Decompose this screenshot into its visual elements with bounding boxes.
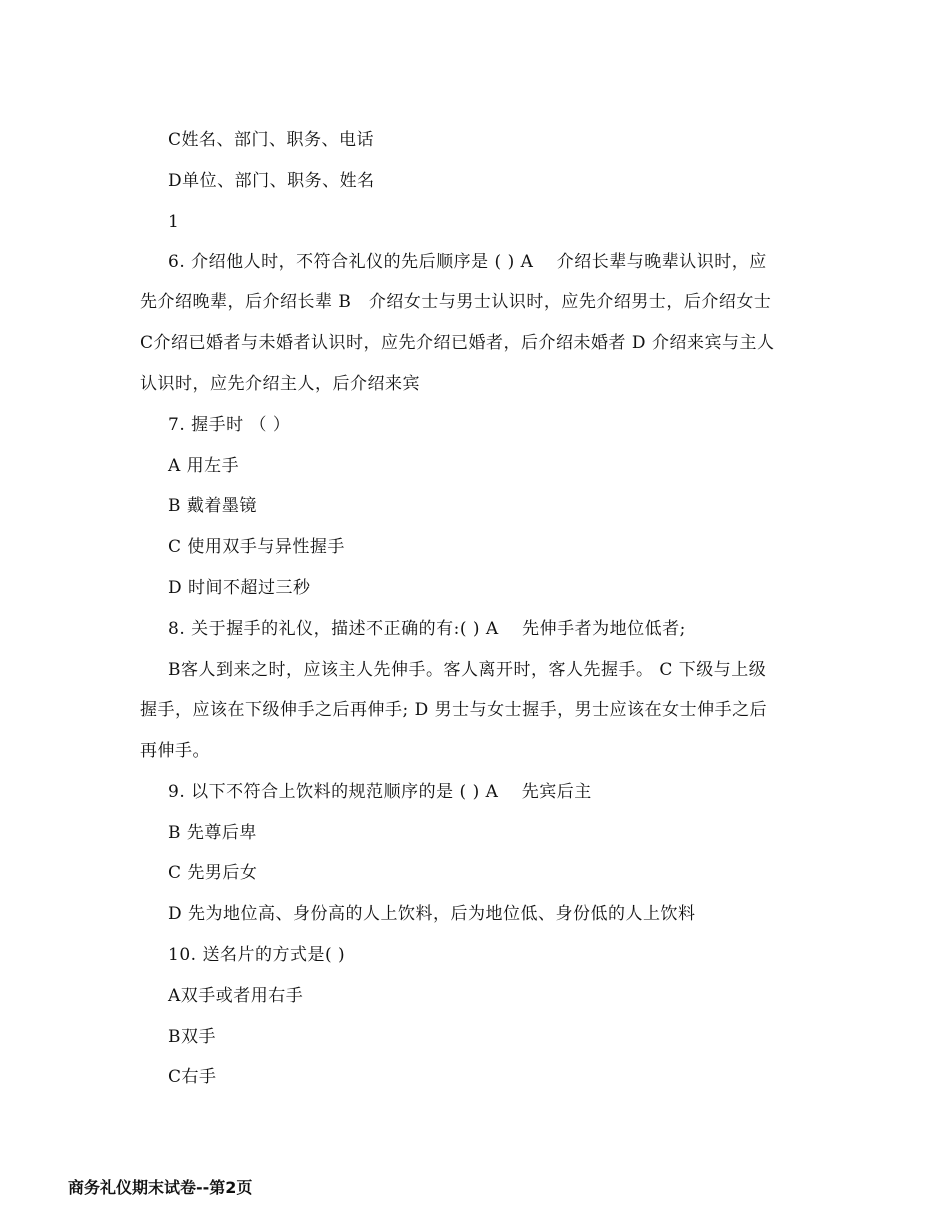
option-line: C姓名、部门、职务、电话 xyxy=(168,130,375,150)
option-line: C右手 xyxy=(168,1067,217,1087)
question-line: 7. 握手时 （ ） xyxy=(168,415,291,435)
question-line: 握手，应该在下级伸手之后再伸手; D 男士与女士握手，男士应该在女士伸手之后 xyxy=(140,700,768,720)
page-number-line: 1 xyxy=(168,212,180,232)
page-footer: 商务礼仪期末试卷--第2页 xyxy=(68,1178,253,1197)
question-line: 9. 以下不符合上饮料的规范顺序的是 ( ) A 先宾后主 xyxy=(168,782,592,802)
option-line: B 戴着墨镜 xyxy=(168,496,257,516)
option-line: D单位、部门、职务、姓名 xyxy=(168,171,375,191)
option-line: D 先为地位高、身份高的人上饮料，后为地位低、身份低的人上饮料 xyxy=(168,904,696,924)
option-line: C 先男后女 xyxy=(168,863,258,883)
question-line: 10. 送名片的方式是( ) xyxy=(168,945,346,965)
question-line: B客人到来之时，应该主人先伸手。客人离开时，客人先握手。 C 下级与上级 xyxy=(168,660,767,680)
question-line: 8. 关于握手的礼仪，描述不正确的有:( ) A 先伸手者为地位低者; xyxy=(168,619,686,639)
question-line: 再伸手。 xyxy=(140,741,210,761)
question-line: 先介绍晚辈，后介绍长辈 B 介绍女士与男士认识时，应先介绍男士，后介绍女士 xyxy=(140,292,772,312)
question-line: 6. 介绍他人时，不符合礼仪的先后顺序是 ( ) A 介绍长辈与晚辈认识时，应 xyxy=(168,252,767,272)
question-line: C介绍已婚者与未婚者认识时，应先介绍已婚者，后介绍未婚者 D 介绍来宾与主人 xyxy=(140,333,775,353)
question-line: 认识时，应先介绍主人，后介绍来宾 xyxy=(140,374,420,394)
option-line: A双手或者用右手 xyxy=(168,986,304,1006)
option-line: B双手 xyxy=(168,1027,216,1047)
option-line: A 用左手 xyxy=(168,456,240,476)
option-line: D 时间不超过三秒 xyxy=(168,578,311,598)
option-line: B 先尊后卑 xyxy=(168,823,257,843)
option-line: C 使用双手与异性握手 xyxy=(168,537,345,557)
